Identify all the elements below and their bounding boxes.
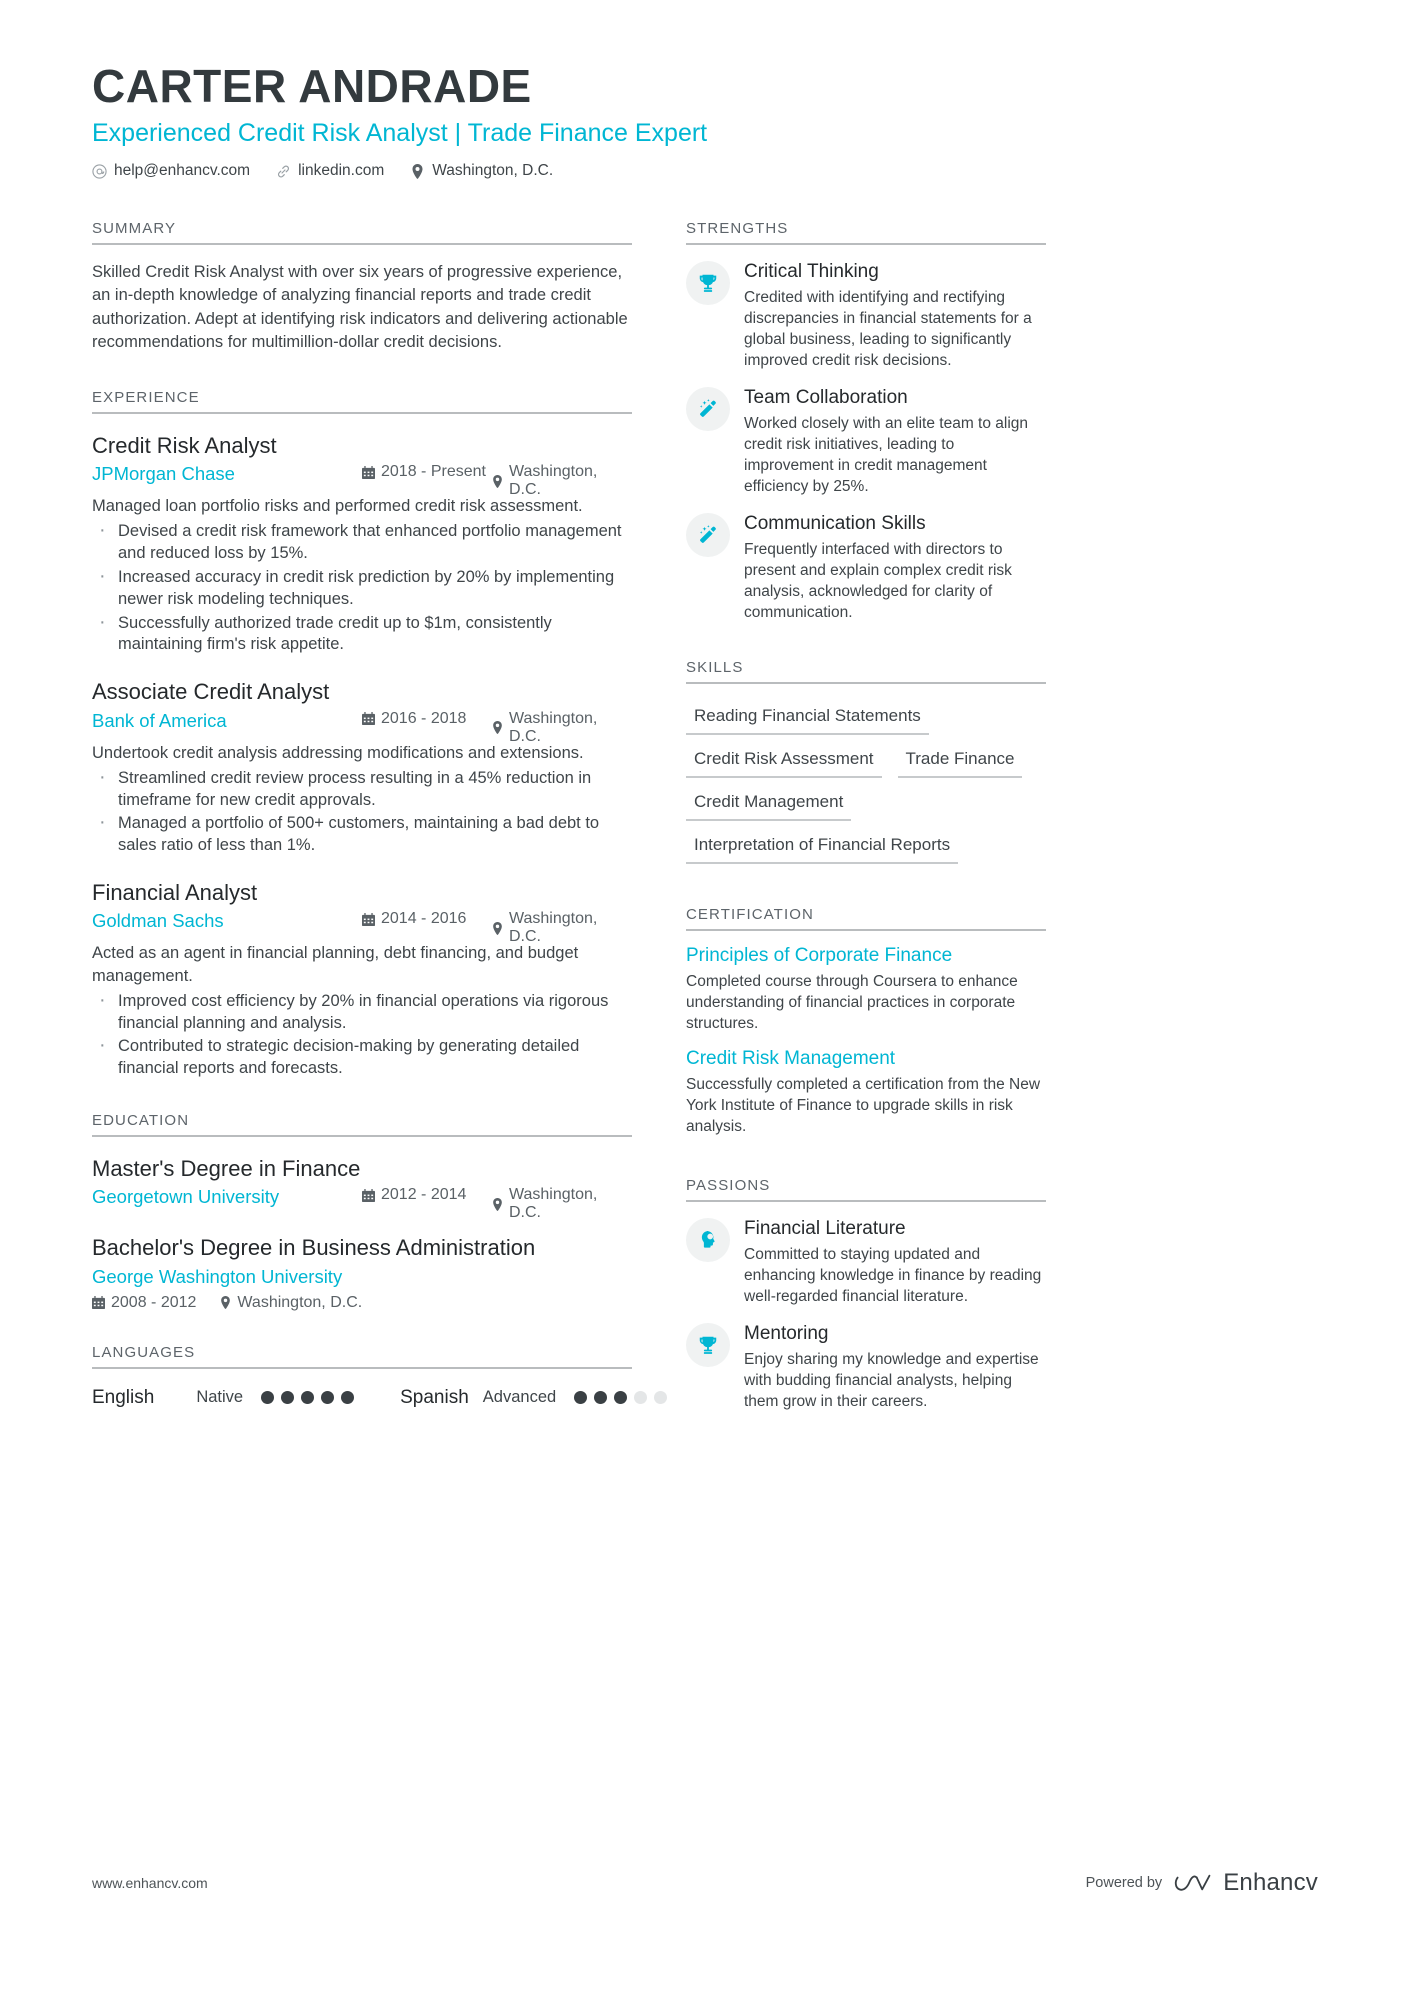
language-list <box>92 1387 632 1409</box>
job-dates-group <box>362 910 466 928</box>
job-bullet: · Improved cost efficiency by 20% in financial operations via rigorous financial planning and analysis. <box>92 991 632 1035</box>
strength-text: Frequently interfaced with directors to present and explain complex credit risk analysis, acknowledged for clarity of communication. <box>744 541 1012 622</box>
strength-title: Communication Skills <box>744 513 926 535</box>
skill-list <box>686 692 1046 864</box>
section-skills <box>686 659 1046 864</box>
job-location: Washington, D.C. <box>509 910 598 946</box>
strength-item <box>686 513 1046 623</box>
passion-title: Financial Literature <box>744 1218 906 1240</box>
education-meta-row <box>92 1294 632 1312</box>
passions-section-title: PASSIONS <box>686 1177 1046 1202</box>
rating-dot <box>301 1391 314 1404</box>
certification-item <box>686 1048 1046 1137</box>
footer-brand-group <box>1086 1869 1318 1897</box>
job-role: Associate Credit Analyst <box>92 679 330 705</box>
job-dates: 2018 - Present <box>381 463 486 481</box>
rating-dot <box>261 1391 274 1404</box>
rating-dot <box>341 1391 354 1404</box>
skills-section-title: SKILLS <box>686 659 1046 684</box>
job-bullet: · Devised a credit risk framework that enhanced portfolio management and reduced loss by 15%. <box>92 521 632 565</box>
education-meta-row <box>92 1186 632 1222</box>
job-bullets <box>92 768 632 857</box>
location-pin-icon <box>492 1198 503 1211</box>
section-passions <box>686 1177 1046 1412</box>
enhancv-mark-icon <box>1174 1870 1214 1896</box>
rating-dot-empty <box>634 1391 647 1404</box>
language-level: Advanced <box>482 1388 557 1407</box>
strength-title: Team Collaboration <box>744 387 908 409</box>
contact-email[interactable] <box>92 162 250 180</box>
rating-dot <box>614 1391 627 1404</box>
summary-text: Skilled Credit Risk Analyst with over six years of progressive experience, an in-depth knowledge of analyzing financial reports and trade credit authorization. Adept at identifying risk indicators and delivering actionable recommendations for multimillion-dollar credit decisions. <box>92 263 628 352</box>
trophy-icon <box>686 1323 730 1367</box>
calendar-icon <box>362 1189 375 1202</box>
candidate-headline: Experienced Credit Risk Analyst | Trade Finance Expert <box>92 119 708 148</box>
section-education <box>92 1112 632 1312</box>
job-location: Washington, D.C. <box>509 463 598 499</box>
contact-email-text: help@enhancv.com <box>114 162 251 180</box>
rating-dot <box>594 1391 607 1404</box>
skill-tag: Interpretation of Financial Reports <box>686 829 958 864</box>
job-bullet: · Streamlined credit review process resulting in a 45% reduction in timeframe for new credit approvals. <box>92 768 632 812</box>
trophy-icon <box>686 261 730 305</box>
job-description: Undertook credit analysis addressing modifications and extensions. <box>92 743 584 762</box>
certification-item <box>686 945 1046 1034</box>
contact-list <box>92 162 1092 180</box>
experience-entry <box>92 432 632 656</box>
education-section-title: EDUCATION <box>92 1112 632 1137</box>
education-location: Washington, D.C. <box>237 1293 363 1311</box>
passion-item <box>686 1218 1046 1307</box>
job-location: Washington, D.C. <box>509 709 598 745</box>
left-column <box>92 220 632 1409</box>
contact-linkedin-text: linkedin.com <box>298 162 385 180</box>
summary-section-title: SUMMARY <box>92 220 632 245</box>
strength-item <box>686 261 1046 371</box>
school-name[interactable]: Georgetown University <box>92 1186 280 1208</box>
passion-title: Mentoring <box>744 1323 829 1345</box>
job-bullet: · Increased accuracy in credit risk prediction by 20% by implementing newer risk modeling techniques. <box>92 567 632 611</box>
candidate-name: CARTER ANDRADE <box>92 60 532 112</box>
certification-text: Successfully completed a certification from the New York Institute of Finance to upgrade skills in risk analysis. <box>686 1076 1041 1136</box>
job-dates: 2014 - 2016 <box>381 910 467 928</box>
skill-tag: Reading Financial Statements <box>686 700 929 735</box>
job-location-group <box>492 910 632 946</box>
certification-section-title: CERTIFICATION <box>686 906 1046 931</box>
passion-item <box>686 1323 1046 1412</box>
job-bullets <box>92 991 632 1080</box>
rating-dot <box>321 1391 334 1404</box>
education-dates: 2008 - 2012 <box>111 1293 197 1311</box>
job-bullet: · Managed a portfolio of 500+ customers, maintaining a bad debt to sales ratio of less than 1%. <box>92 813 632 857</box>
certification-name[interactable]: Credit Risk Management <box>686 1048 896 1070</box>
passion-text: Committed to staying updated and enhancing knowledge in finance by reading well-regarded financial literature. <box>744 1246 1042 1306</box>
resume-sheet <box>14 10 1396 1985</box>
job-dates-group <box>362 710 466 728</box>
education-location: Washington, D.C. <box>509 1186 598 1222</box>
right-column <box>686 220 1046 1412</box>
enhancv-wordmark: Enhancv <box>1223 1869 1318 1896</box>
skill-tag: Credit Risk Assessment <box>686 743 882 778</box>
strengths-section-title: STRENGTHS <box>686 220 1046 245</box>
skill-tag: Trade Finance <box>898 743 1023 778</box>
rating-dot <box>574 1391 587 1404</box>
languages-section-title: LANGUAGES <box>92 1344 632 1369</box>
calendar-icon <box>92 1296 105 1309</box>
enhancv-logo[interactable] <box>1174 1869 1318 1897</box>
strength-title: Critical Thinking <box>744 261 879 282</box>
contact-linkedin[interactable] <box>276 162 384 180</box>
section-languages <box>92 1344 632 1409</box>
education-dates-group <box>362 1186 466 1204</box>
calendar-icon <box>362 466 375 479</box>
experience-section-title: EXPERIENCE <box>92 389 632 414</box>
strength-item <box>686 387 1046 497</box>
language-rating-dots <box>261 1391 354 1404</box>
passion-text: Enjoy sharing my knowledge and expertise with budding financial analysts, helping them grow in their careers. <box>744 1351 1039 1411</box>
certification-name[interactable]: Principles of Corporate Finance <box>686 945 953 967</box>
certification-text: Completed course through Coursera to enhance understanding of financial practices in corporate structures. <box>686 973 1018 1033</box>
job-role: Financial Analyst <box>92 879 258 905</box>
email-icon <box>92 164 107 179</box>
job-dates-group <box>362 463 486 481</box>
resume-header <box>92 62 1092 180</box>
education-location-group <box>220 1294 362 1312</box>
location-pin-icon <box>492 475 503 488</box>
language-name: English <box>92 1386 155 1408</box>
section-certification <box>686 906 1046 1137</box>
resume-footer <box>92 1869 1318 1897</box>
job-company[interactable]: Bank of America <box>92 709 227 731</box>
education-dates: 2012 - 2014 <box>381 1186 467 1204</box>
location-pin-icon <box>492 922 503 935</box>
school-name[interactable]: George Washington University <box>92 1265 343 1287</box>
contact-location <box>410 162 553 180</box>
job-description: Acted as an agent in financial planning, debt financing, and budget management. <box>92 944 579 985</box>
education-entry <box>92 1155 632 1222</box>
job-location-group <box>492 710 632 746</box>
magic-wand-icon <box>686 513 730 557</box>
head-idea-icon <box>686 1218 730 1262</box>
calendar-icon <box>362 913 375 926</box>
skill-tag: Credit Management <box>686 786 851 821</box>
section-experience <box>92 389 632 1080</box>
degree-title: Master's Degree in Finance <box>92 1155 361 1181</box>
powered-by-label: Powered by <box>1085 1875 1163 1891</box>
magic-wand-icon <box>686 387 730 431</box>
calendar-icon <box>362 712 375 725</box>
education-location-group <box>492 1186 632 1222</box>
location-pin-icon <box>220 1296 231 1309</box>
location-pin-icon <box>492 721 503 734</box>
job-company[interactable]: Goldman Sachs <box>92 910 224 932</box>
job-meta-row <box>92 910 632 946</box>
strength-text: Credited with identifying and rectifying discrepancies in financial statements for a global business, leading to significantly improved credit risk decisions. <box>744 288 1032 370</box>
footer-url[interactable]: www.enhancv.com <box>92 1875 208 1891</box>
job-company[interactable]: JPMorgan Chase <box>92 463 235 485</box>
job-bullet: · Successfully authorized trade credit up to $1m, consistently maintaining firm's risk appetite. <box>92 613 632 657</box>
education-entry <box>92 1234 632 1312</box>
job-meta-row <box>92 709 632 745</box>
rating-dot <box>281 1391 294 1404</box>
language-level: Native <box>196 1388 244 1407</box>
job-bullets <box>92 521 632 656</box>
link-icon <box>276 164 291 179</box>
experience-entry <box>92 879 632 1080</box>
language-item-spanish <box>400 1387 667 1409</box>
section-summary <box>92 220 632 355</box>
job-bullet: · Contributed to strategic decision-making by generating detailed financial reports and forecasts. <box>92 1036 632 1080</box>
job-role: Credit Risk Analyst <box>92 432 277 458</box>
education-dates-group <box>92 1294 196 1312</box>
experience-entry <box>92 678 632 857</box>
section-strengths <box>686 220 1046 623</box>
rating-dot-empty <box>654 1391 667 1404</box>
job-location-group <box>492 463 632 499</box>
contact-location-text: Washington, D.C. <box>432 162 554 180</box>
language-item-english <box>92 1387 354 1409</box>
job-description: Managed loan portfolio risks and performed credit risk assessment. <box>92 497 583 516</box>
job-dates: 2016 - 2018 <box>381 709 467 727</box>
job-meta-row <box>92 463 632 499</box>
language-rating-dots <box>574 1391 667 1404</box>
strength-text: Worked closely with an elite team to align credit risk initiatives, leading to improvement in credit management efficiency by 25%. <box>744 414 1029 496</box>
location-pin-icon <box>410 164 425 179</box>
degree-title: Bachelor's Degree in Business Administration <box>92 1235 536 1261</box>
language-name: Spanish <box>400 1386 469 1408</box>
